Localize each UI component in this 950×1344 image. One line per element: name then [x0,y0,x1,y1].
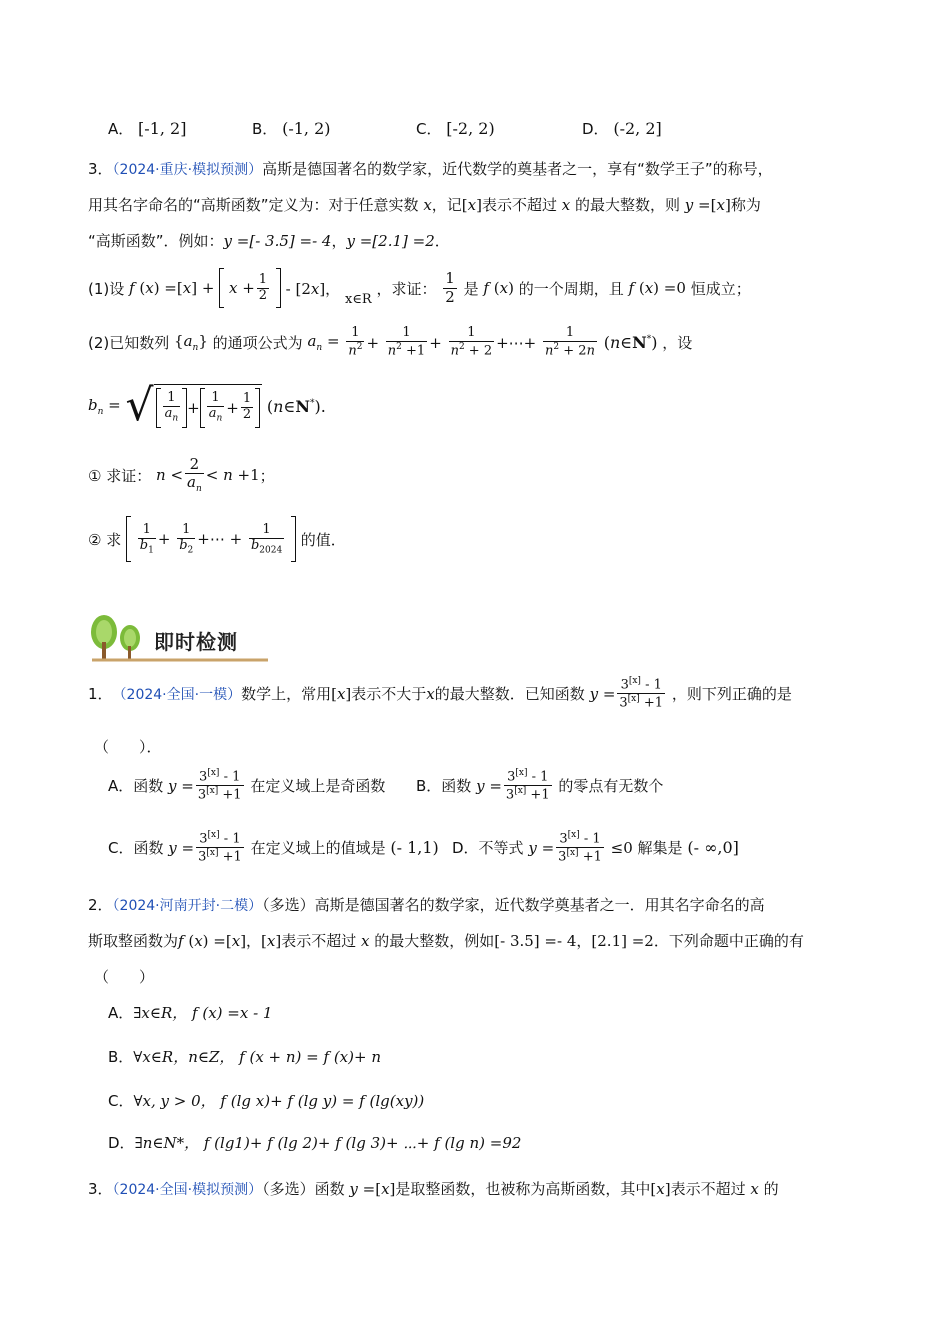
question-text: 称为 [730,196,761,214]
question-number: 3． [88,160,113,178]
option-label: D． [582,120,609,138]
fraction-half: $\frac{1}{2}$ [445,269,455,306]
question-text: 的 [763,1180,779,1198]
t1-option-b: B．函数 y = $\frac{3^{[x]} - 1}{3^{[x]} +1}$ 的零点有无数个 [416,768,664,803]
option-label: A．函数 [108,777,164,796]
t1-option-c: C．函数 y = $\frac{3^{[x]} - 1}{3^{[x]} +1}$ 在定义域上的值域是 (- 1,1) [108,830,439,865]
question-text: 表示不大于 [351,685,427,704]
answer-paren: （ ） [94,968,155,986]
t1-option-d: D．不等式 y = $\frac{3^{[x]} - 1}{3^{[x]} +1}$ ≤0 解集是 (- ∞,0] [452,830,739,865]
t3-line1: 3．（2024·全国·模拟预测）（多选）函数 y =[x]是取整函数，也被称为高斯函数，其中[x]表示不超过 x 的 [88,1180,779,1198]
prev-option-c [416,118,495,139]
example-1: y =[- 3.5] =- 4 [223,232,332,250]
section-title: 即时检测 [154,630,238,654]
option-text: ∃n∈N*， f (lg1)+ f (lg 2)+ f (lg 3)+ ⋯+ f (lg n) =92 [134,1134,522,1152]
q3-line2: 用其名字命名的“高斯函数”定义为：对于任意实数 x，记[x]表示不超过 x 的最大整数，则 y =[x]称为 [88,196,761,214]
t2-line1 [88,894,765,915]
section-header [88,612,270,664]
square-root: √ $\frac{1}{a_n}$ + $\frac{1}{a_n}$ + $\frac{1}{2}$ [126,384,263,428]
example-2: [2.1] =2 [591,932,654,950]
option-label: A． [108,1004,134,1022]
domain-x-in-R: x∈R [344,291,372,307]
fraction-term: $\frac{1}{n^2}$ [348,325,363,359]
question-text: 是取整函数，也被称为高斯函数，其中 [395,1180,651,1198]
question-text: 恒成立； [690,279,751,298]
question-text: ．下列命题中正确的有 [653,932,804,950]
bn-definition: $b_n$ = √ $\frac{1}{a_n}$ + $\frac{1}{a_n}$ + $\frac{1}{2}$ (n∈N*). [88,380,326,431]
option-text: ∀x∈R，n∈Z， f (x + n) = f (x)+ n [133,1048,381,1066]
option-label: B． [108,1048,134,1066]
prev-option-b [252,118,331,139]
question-text: 高斯是德国著名的数学家，近代数学的奠基者之一，享有“数学王子”的称号， [262,160,773,178]
question-text: ，设 [662,334,693,353]
fraction-term: $\frac{1}{n^2 + 2}$ [450,325,493,359]
option-label: C．函数 [108,839,164,858]
bracket-left [126,516,131,562]
question-text: 的最大整数，则 [575,196,681,214]
range-value: (- ∞,0] [687,838,739,858]
option-label: B． [252,120,278,138]
example-2: y =[2.1] =2 [346,232,435,250]
question-text: 斯取整函数为 [88,932,179,950]
fraction: $\frac{2}{a_n}$ [187,455,202,495]
t2-line2: 斯取整函数为f (x) =[x]，[x]表示不超过 x 的最大整数，例如[- 3.5] =- 4，[2.1] =2．下列命题中正确的有 [88,932,804,950]
question-text: 数学上，常用 [241,685,332,704]
part-label: (2)已知数列 [88,334,170,353]
part-label: (1)设 [88,279,125,298]
fraction-term: $\frac{1}{n^2 +1}$ [387,325,426,359]
t2-option-a [108,1002,272,1023]
prev-option-d [582,118,662,139]
question-text: 的通项公式为 [212,334,303,353]
q3-sub1: ① 求证： n < $\frac{2}{a_n}$ < n +1； [88,455,275,495]
question-text: 表示不超过 [281,932,357,950]
t2-option-d [108,1132,521,1153]
question-number: 1． [88,685,113,704]
t2-option-b [108,1046,381,1067]
range-value: (- 1,1) [390,838,439,858]
answer-paren: （ ）． [94,738,162,756]
q3-sub2: ② 求 $\frac{1}{b_1}$ + $\frac{1}{b_2}$ +⋯ + $\frac{1}{b_{2024}}$ 的值． [88,516,346,562]
question-number: 3． [88,1180,113,1198]
question-text: ，记 [431,196,462,214]
bracket-left [219,268,224,308]
q3-part2: (2)已知数列 $\{a_n\}$ 的通项公式为 $a_n$ = $\frac{1}{n^2}$ + $\frac{1}{n^2 +1}$ + $\frac{1}{n^2 + 2}$ +⋯+ $\frac{1}{n^2 + 2n}$ (n∈N*) ，设 [88,325,693,359]
example-1: [- 3.5] =- 4 [494,932,577,950]
question-text: 用其名字命名的“高斯函数”定义为：对于任意实数 [88,196,419,214]
question-source: （2024·重庆·模拟预测） [112,162,263,178]
question-text: 的最大整数．已知函数 [434,685,585,704]
fraction-term: $\frac{1}{n^2 + 2n}$ [545,325,595,359]
question-number: 2． [88,896,113,914]
sub-label: ② 求 [88,530,122,549]
option-value: (-1, 2) [282,119,331,138]
question-text: 表示不超过 [670,1180,746,1198]
q3-line3: “高斯函数”．例如：y =[- 3.5] =- 4，y =[2.1] =2． [88,232,450,250]
t1-option-a: A．函数 y = $\frac{3^{[x]} - 1}{3^{[x]} +1}$ 在定义域上是奇函数 [108,768,386,803]
question-text: 表示不超过 [481,196,557,214]
option-label: D．不等式 [452,839,524,858]
option-text: 解集是 [637,839,683,858]
prev-option-a [108,118,186,139]
option-text: 在定义域上是奇函数 [250,777,386,796]
inequality: ≤0 [610,838,633,857]
option-text: ∀x, y > 0， f (lg x)+ f (lg y) = f (lg(xy)) [133,1092,425,1110]
option-label: A． [108,120,134,138]
option-label: D． [108,1134,135,1152]
option-value: (-2, 2] [613,119,662,138]
question-text: （多选）函数 [262,1180,345,1198]
sub-label: ① 求证： [88,466,152,485]
last-subscript: 2024 [259,545,283,556]
question-source: （2024·全国·模拟预测） [112,1182,263,1198]
option-text: ∃x∈R， f (x) =x - 1 [133,1004,273,1022]
option-value: [-1, 2] [138,119,187,138]
question-source: （2024·河南开封·二模） [112,898,263,914]
question-text: 是 [463,279,479,298]
option-text: 在定义域上的值域是 [250,839,386,858]
question-source: （2024·全国·一模） [112,686,242,703]
bracket-right [291,516,296,562]
option-label: C． [108,1092,134,1110]
fraction-half: $\frac{1}{2}$ [258,271,268,303]
option-value: [-2, 2) [446,119,495,138]
question-text: 的一个周期，且 [518,279,624,298]
bracket-right [276,268,281,308]
t2-option-c [108,1090,424,1111]
question-text: 的值． [300,530,346,549]
question-text: （多选）高斯是德国著名的数学家，近代数学奠基者之一．用其名字命名的高 [262,896,765,914]
option-label: B．函数 [416,777,472,796]
t1-line1: 1．（2024·全国·一模）数学上，常用[x]表示不大于x的最大整数．已知函数 y = $\frac{3^{[x]} - 1}{3^{[x]} +1}$ ，则下列正确的是 [88,676,792,711]
question-text: ，则下列正确的是 [671,685,792,704]
question-text: “高斯函数”．例如： [88,232,224,250]
q3-line1 [88,158,773,179]
q3-part1: (1)设 f (x) =[x] + x + $\frac{1}{2}$ - [2x]， x∈R ，求证： $\frac{1}{2}$ 是 f (x) 的一个周期，且 f (x) =0 恒成立； [88,269,751,307]
question-text: 的最大整数，例如 [374,932,495,950]
question-text: ，求证： [376,279,437,298]
option-label: C． [416,120,442,138]
option-text: 的零点有无数个 [558,777,664,796]
